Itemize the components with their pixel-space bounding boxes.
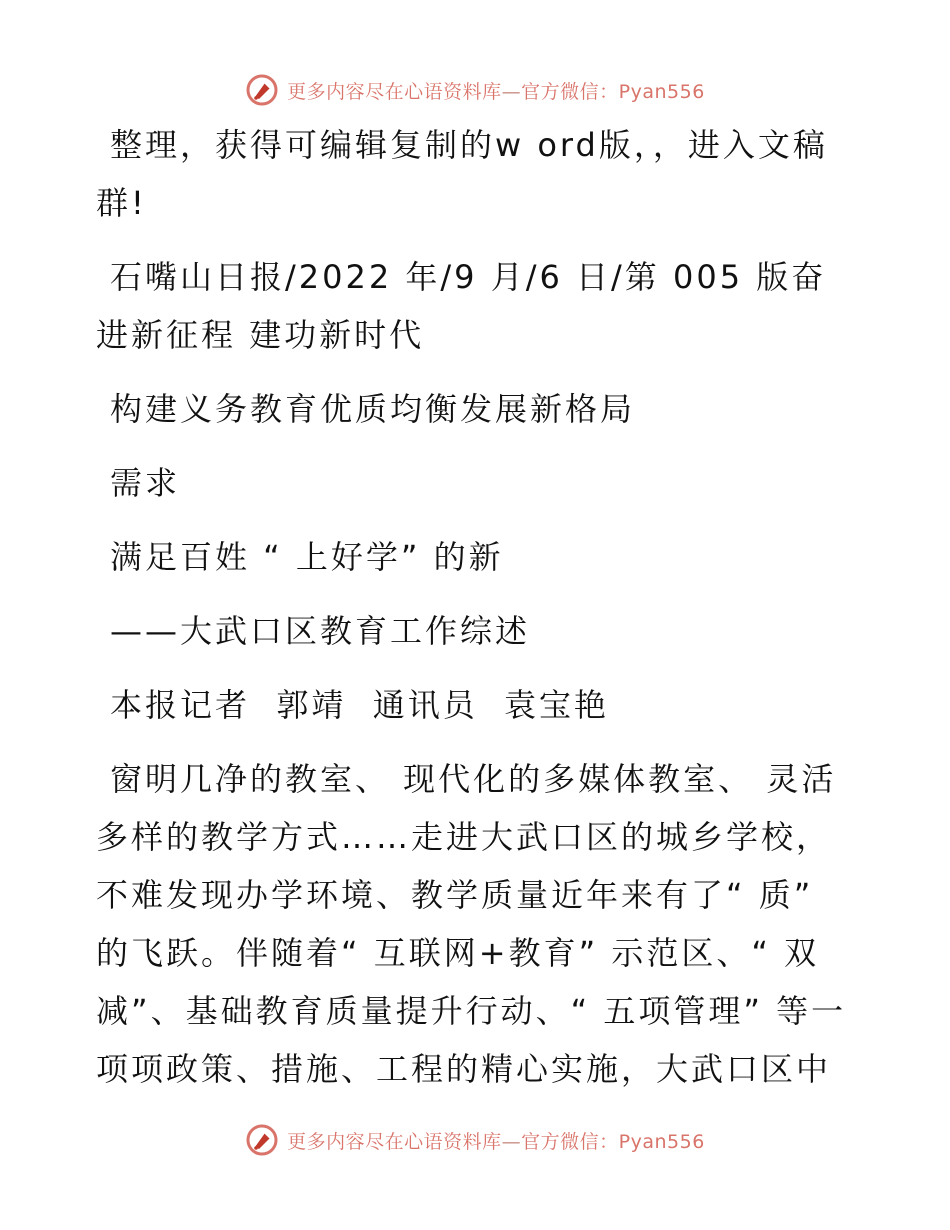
watermark-main-text: 更多内容尽在心语资料库 [287,80,502,103]
paragraph-source: 石嘴山日报/2022 年/9 月/6 日/第 005 版奋进新征程 建功新时代 [96,258,827,354]
pen-nib-logo-icon [245,73,279,107]
watermark-text [287,1127,705,1154]
watermark-text [287,77,705,104]
watermark-wechat-text: 官方微信：Pyan556 [521,80,705,103]
pen-nib-logo-icon [245,1123,279,1157]
watermark-separator: — [501,80,522,103]
watermark-wechat-text: 官方微信：Pyan556 [521,1130,705,1153]
paragraph-subtitle: ——大武口区教育工作综述 [110,612,531,650]
paragraph-headline-part-2: 需求 [110,464,181,502]
watermark-banner-bottom [0,1118,950,1162]
watermark-separator: — [501,1130,522,1153]
document-body [96,116,856,1114]
paragraph-headline-part-3: 满足百姓 “ 上好学” 的新 [110,538,504,576]
paragraph-byline: 本报记者 郭靖 通讯员 袁宝艳 [110,686,610,724]
paragraph-intro: 整理，获得可编辑复制的w ord版，，进入文稿群! [96,126,828,222]
watermark-main-text: 更多内容尽在心语资料库 [287,1130,502,1153]
watermark-banner-top [0,68,950,112]
paragraph-headline: 构建义务教育优质均衡发展新格局 [110,390,636,428]
paragraph-body: 窗明几净的教室、 现代化的多媒体教室、 灵活多样的教学方式……走进大武口区的城乡学校，不难发现办学环境、教学质量近年来有了“ 质” 的飞跃。伴随着“ 互联网+教育” 示范区、“ 双减”、基础教育质量提升行动、“ 五项管理” 等一项项政策、措施、工程的精心实施，大武口区中 [96,760,847,1088]
